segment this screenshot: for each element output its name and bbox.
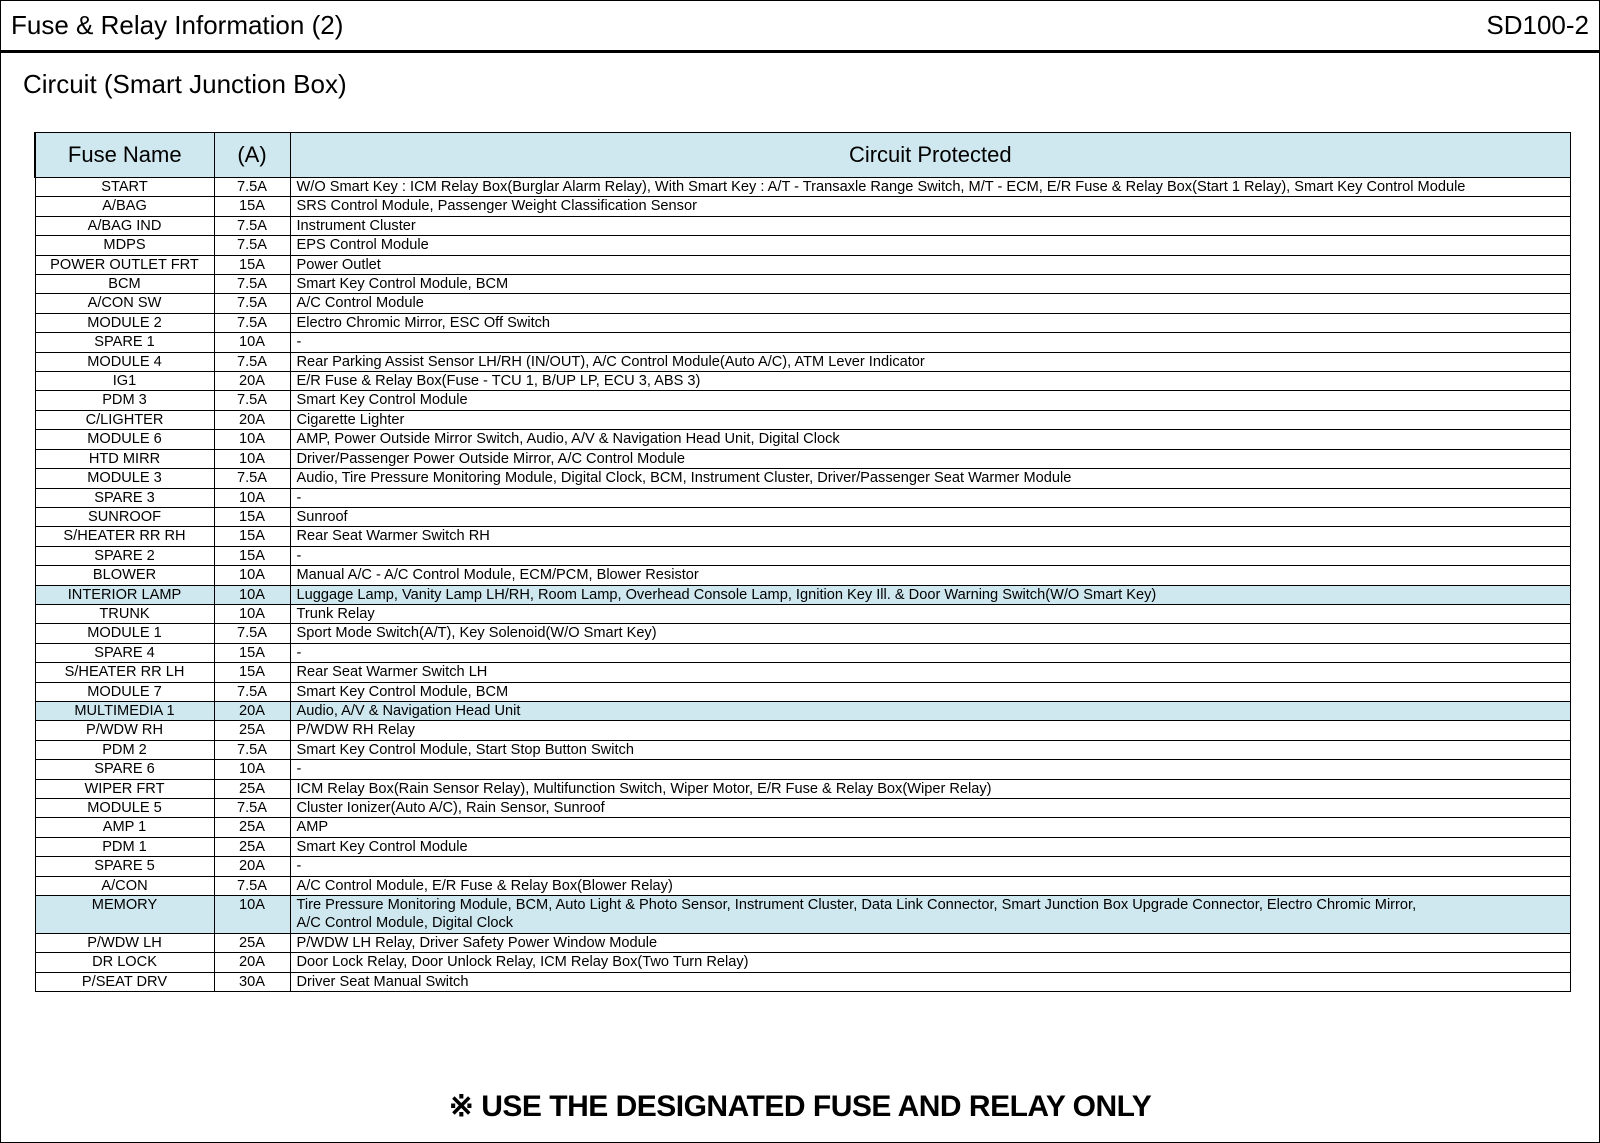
fuse-amperage-cell: 7.5A: [214, 740, 290, 759]
circuit-text: AMP, Power Outside Mirror Switch, Audio, A/V & Navigation Head Unit, Digital Clock: [296, 431, 840, 448]
circuit-text: -: [296, 761, 302, 778]
circuit-text: Driver Seat Manual Switch: [296, 973, 469, 990]
fuse-amperage-cell: 15A: [214, 255, 290, 274]
circuit-protected-cell: [290, 352, 1571, 371]
circuit-protected-cell: [290, 857, 1571, 876]
circuit-protected-cell: [290, 701, 1571, 720]
column-header-circuit-protected: Circuit Protected: [290, 133, 1571, 178]
fuse-name-cell: A/CON: [35, 876, 214, 895]
table-row: [35, 643, 1571, 662]
table-row: [35, 372, 1571, 391]
fuse-amperage-cell: 10A: [214, 488, 290, 507]
table-row: [35, 449, 1571, 468]
table-row: [35, 953, 1571, 972]
table-row: [35, 178, 1571, 197]
table-row: [35, 701, 1571, 720]
fuse-amperage-cell: 15A: [214, 663, 290, 682]
fuse-name-cell: AMP 1: [35, 818, 214, 837]
fuse-amperage-cell: 15A: [214, 546, 290, 565]
table-row: [35, 896, 1571, 934]
table-row: [35, 197, 1571, 216]
table-row: [35, 216, 1571, 235]
fuse-amperage-cell: 15A: [214, 643, 290, 662]
fuse-name-cell: HTD MIRR: [35, 449, 214, 468]
fuse-amperage-cell: 7.5A: [214, 216, 290, 235]
circuit-protected-cell: [290, 391, 1571, 410]
fuse-name-cell: C/LIGHTER: [35, 410, 214, 429]
fuse-name-cell: S/HEATER RR RH: [35, 527, 214, 546]
fuse-name-cell: BLOWER: [35, 566, 214, 585]
fuse-name-cell: PDM 1: [35, 837, 214, 856]
circuit-text: Cluster Ionizer(Auto A/C), Rain Sensor, Sunroof: [296, 800, 605, 816]
circuit-text: Smart Key Control Module, BCM: [296, 276, 509, 293]
section-title: Circuit (Smart Junction Box): [23, 69, 347, 99]
circuit-protected-cell: [290, 275, 1571, 294]
table-row: [35, 837, 1571, 856]
circuit-text: Rear Seat Warmer Switch LH: [296, 664, 488, 681]
fuse-amperage-cell: 15A: [214, 197, 290, 216]
circuit-protected-cell: [290, 779, 1571, 798]
circuit-protected-cell: [290, 837, 1571, 856]
circuit-protected-cell: [290, 760, 1571, 779]
fuse-amperage-cell: 10A: [214, 566, 290, 585]
circuit-protected-cell: [290, 682, 1571, 701]
table-row: [35, 604, 1571, 623]
fuse-amperage-cell: 20A: [214, 372, 290, 391]
circuit-text: Rear Parking Assist Sensor LH/RH (IN/OUT), A/C Control Module(Auto A/C), ATM Lever Indicator: [296, 353, 925, 370]
circuit-text: -: [296, 644, 302, 661]
circuit-protected-cell: [290, 216, 1571, 235]
fuse-name-cell: SPARE 1: [35, 333, 214, 352]
fuse-name-cell: WIPER FRT: [35, 779, 214, 798]
circuit-protected-cell: [290, 430, 1571, 449]
table-row: [35, 566, 1571, 585]
table-row: [35, 818, 1571, 837]
circuit-text: Instrument Cluster: [296, 217, 416, 234]
fuse-amperage-cell: 7.5A: [214, 313, 290, 332]
fuse-name-cell: SPARE 3: [35, 488, 214, 507]
table-row: [35, 663, 1571, 682]
fuse-amperage-cell: 30A: [214, 972, 290, 991]
circuit-protected-cell: [290, 740, 1571, 759]
table-row: [35, 469, 1571, 488]
fuse-name-cell: A/BAG IND: [35, 216, 214, 235]
fuse-amperage-cell: 7.5A: [214, 178, 290, 197]
page-code: SD100-2: [1486, 10, 1589, 40]
fuse-amperage-cell: 20A: [214, 857, 290, 876]
table-row: [35, 391, 1571, 410]
fuse-name-cell: P/SEAT DRV: [35, 972, 214, 991]
fuse-amperage-cell: 15A: [214, 527, 290, 546]
fuse-amperage-cell: 15A: [214, 507, 290, 526]
table-row: [35, 876, 1571, 895]
fuse-amperage-cell: 20A: [214, 410, 290, 429]
fuse-amperage-cell: 25A: [214, 721, 290, 740]
table-row: [35, 721, 1571, 740]
column-header-fuse-name: Fuse Name: [35, 133, 214, 178]
fuse-name-cell: MODULE 7: [35, 682, 214, 701]
table-row: [35, 740, 1571, 759]
circuit-text: Audio, A/V & Navigation Head Unit: [296, 702, 521, 719]
circuit-text: Smart Key Control Module: [296, 838, 468, 855]
fuse-amperage-cell: 7.5A: [214, 624, 290, 643]
fuse-amperage-cell: 25A: [214, 779, 290, 798]
table-row: [35, 585, 1571, 604]
circuit-text: A/C Control Module: [296, 295, 424, 312]
fuse-amperage-cell: 10A: [214, 585, 290, 604]
circuit-protected-cell: [290, 643, 1571, 662]
fuse-amperage-cell: 10A: [214, 604, 290, 623]
circuit-protected-cell: [290, 818, 1571, 837]
circuit-protected-cell: [290, 896, 1571, 934]
warning-notice: ※ USE THE DESIGNATED FUSE AND RELAY ONLY: [448, 1090, 1152, 1123]
fuse-amperage-cell: 7.5A: [214, 275, 290, 294]
circuit-protected-cell: [290, 197, 1571, 216]
table-row: [35, 933, 1571, 952]
table-row: [35, 294, 1571, 313]
circuit-text: A/C Control Module, E/R Fuse & Relay Box(Blower Relay): [296, 877, 673, 894]
circuit-text: -: [296, 547, 302, 564]
circuit-protected-cell: [290, 294, 1571, 313]
fuse-name-cell: A/BAG: [35, 197, 214, 216]
circuit-protected-cell: [290, 604, 1571, 623]
circuit-text: SRS Control Module, Passenger Weight Classification Sensor: [296, 198, 697, 215]
fuse-name-cell: A/CON SW: [35, 294, 214, 313]
table-row: [35, 410, 1571, 429]
table-row: [35, 546, 1571, 565]
circuit-protected-cell: [290, 933, 1571, 952]
circuit-text: AMP: [296, 819, 329, 836]
circuit-text: Luggage Lamp, Vanity Lamp LH/RH, Room Lamp, Overhead Console Lamp, Ignition Key Ill. & Door Warning Switch(W/O Smart Key): [296, 586, 1157, 603]
circuit-text: Tire Pressure Monitoring Module, BCM, Auto Light & Photo Sensor, Instrument Cluster, Data Link Connector, Smart Junction Box Upgrade Connector, Electro Chromic Mirror,: [296, 897, 1417, 914]
fuse-amperage-cell: 7.5A: [214, 682, 290, 701]
fuse-name-cell: IG1: [35, 372, 214, 391]
fuse-name-cell: MODULE 2: [35, 313, 214, 332]
circuit-text: Sunroof: [296, 508, 348, 525]
circuit-protected-cell: [290, 566, 1571, 585]
fuse-amperage-cell: 7.5A: [214, 352, 290, 371]
circuit-text: Smart Key Control Module, BCM: [296, 683, 509, 700]
fuse-amperage-cell: 10A: [214, 430, 290, 449]
table-row: [35, 333, 1571, 352]
fuse-amperage-cell: 7.5A: [214, 294, 290, 313]
circuit-text: Driver/Passenger Power Outside Mirror, A/C Control Module: [296, 450, 686, 467]
fuse-name-cell: MODULE 5: [35, 799, 214, 818]
fuse-amperage-cell: 7.5A: [214, 876, 290, 895]
circuit-text: ICM Relay Box(Rain Sensor Relay), Multifunction Switch, Wiper Motor, E/R Fuse & Relay Box(Wiper Relay): [296, 780, 992, 797]
fuse-amperage-cell: 7.5A: [214, 469, 290, 488]
page-header: [1, 1, 1599, 53]
circuit-text: Electro Chromic Mirror, ESC Off Switch: [296, 314, 551, 331]
fuse-name-cell: MODULE 6: [35, 430, 214, 449]
circuit-text: -: [296, 489, 302, 506]
circuit-text: Manual A/C - A/C Control Module, ECM/PCM, Blower Resistor: [296, 567, 699, 584]
fuse-name-cell: MODULE 3: [35, 469, 214, 488]
fuse-name-cell: SPARE 5: [35, 857, 214, 876]
fuse-amperage-cell: 20A: [214, 701, 290, 720]
table-row: [35, 799, 1571, 818]
circuit-text: EPS Control Module: [296, 237, 429, 254]
fuse-amperage-cell: 10A: [214, 760, 290, 779]
table-row: [35, 275, 1571, 294]
circuit-protected-cell: [290, 236, 1571, 255]
table-row: [35, 779, 1571, 798]
circuit-protected-cell: [290, 953, 1571, 972]
fuse-amperage-cell: 7.5A: [214, 799, 290, 818]
fuse-name-cell: SUNROOF: [35, 507, 214, 526]
circuit-protected-cell: [290, 624, 1571, 643]
fuse-table: [34, 132, 1571, 992]
fuse-name-cell: PDM 2: [35, 740, 214, 759]
table-row: [35, 488, 1571, 507]
fuse-amperage-cell: 20A: [214, 953, 290, 972]
table-header-row: [35, 133, 1571, 178]
circuit-protected-cell: [290, 333, 1571, 352]
circuit-protected-cell: [290, 799, 1571, 818]
circuit-text: Sport Mode Switch(A/T), Key Solenoid(W/O Smart Key): [296, 625, 657, 642]
circuit-text: Power Outlet: [296, 256, 381, 273]
table-row: [35, 236, 1571, 255]
circuit-protected-cell: [290, 663, 1571, 682]
circuit-protected-cell: [290, 527, 1571, 546]
table-row: [35, 352, 1571, 371]
fuse-name-cell: BCM: [35, 275, 214, 294]
fuse-amperage-cell: 25A: [214, 818, 290, 837]
fuse-amperage-cell: 7.5A: [214, 236, 290, 255]
circuit-text-continued: A/C Control Module, Digital Clock: [296, 915, 514, 932]
fuse-name-cell: MULTIMEDIA 1: [35, 701, 214, 720]
circuit-protected-cell: [290, 507, 1571, 526]
circuit-protected-cell: [290, 313, 1571, 332]
circuit-protected-cell: [290, 876, 1571, 895]
fuse-amperage-cell: 10A: [214, 333, 290, 352]
table-row: [35, 255, 1571, 274]
fuse-amperage-cell: 25A: [214, 933, 290, 952]
column-header-amperage: (A): [214, 133, 290, 178]
fuse-amperage-cell: 10A: [214, 896, 290, 934]
circuit-text: W/O Smart Key : ICM Relay Box(Burglar Alarm Relay), With Smart Key : A/T - Transaxle Range Switch, M/T - ECM, E/R Fuse & Relay Box(Start 1 Relay), Smart Key Control Module: [296, 179, 1466, 195]
fuse-name-cell: PDM 3: [35, 391, 214, 410]
fuse-amperage-cell: 7.5A: [214, 391, 290, 410]
circuit-protected-cell: [290, 469, 1571, 488]
table-row: [35, 857, 1571, 876]
page-title: Fuse & Relay Information (2): [11, 10, 344, 40]
circuit-text: P/WDW RH Relay: [296, 722, 415, 739]
circuit-protected-cell: [290, 488, 1571, 507]
table-row: [35, 624, 1571, 643]
fuse-name-cell: P/WDW LH: [35, 933, 214, 952]
circuit-protected-cell: [290, 178, 1571, 197]
circuit-text: -: [296, 334, 302, 351]
table-row: [35, 972, 1571, 991]
circuit-protected-cell: [290, 546, 1571, 565]
table-row: [35, 430, 1571, 449]
circuit-text: Rear Seat Warmer Switch RH: [296, 528, 490, 545]
fuse-name-cell: POWER OUTLET FRT: [35, 255, 214, 274]
circuit-text: Door Lock Relay, Door Unlock Relay, ICM Relay Box(Two Turn Relay): [296, 954, 749, 971]
fuse-name-cell: TRUNK: [35, 604, 214, 623]
fuse-name-cell: SPARE 2: [35, 546, 214, 565]
fuse-name-cell: MDPS: [35, 236, 214, 255]
fuse-name-cell: SPARE 6: [35, 760, 214, 779]
table-row: [35, 527, 1571, 546]
fuse-name-cell: SPARE 4: [35, 643, 214, 662]
circuit-text: -: [296, 858, 302, 875]
fuse-amperage-cell: 10A: [214, 449, 290, 468]
circuit-text: P/WDW LH Relay, Driver Safety Power Window Module: [296, 934, 658, 951]
circuit-protected-cell: [290, 372, 1571, 391]
fuse-name-cell: S/HEATER RR LH: [35, 663, 214, 682]
circuit-text: Cigarette Lighter: [296, 411, 405, 428]
table-row: [35, 682, 1571, 701]
fuse-name-cell: START: [35, 178, 214, 197]
fuse-name-cell: MODULE 4: [35, 352, 214, 371]
circuit-text: Smart Key Control Module, Start Stop Button Switch: [296, 741, 634, 758]
circuit-protected-cell: [290, 972, 1571, 991]
fuse-name-cell: MEMORY: [35, 896, 214, 934]
fuse-name-cell: DR LOCK: [35, 953, 214, 972]
circuit-protected-cell: [290, 449, 1571, 468]
circuit-text: Trunk Relay: [296, 605, 375, 622]
circuit-protected-cell: [290, 410, 1571, 429]
fuse-name-cell: MODULE 1: [35, 624, 214, 643]
circuit-protected-cell: [290, 255, 1571, 274]
fuse-name-cell: P/WDW RH: [35, 721, 214, 740]
circuit-text: Smart Key Control Module: [296, 392, 468, 409]
circuit-protected-cell: [290, 721, 1571, 740]
circuit-protected-cell: [290, 585, 1571, 604]
circuit-text: Audio, Tire Pressure Monitoring Module, Digital Clock, BCM, Instrument Cluster, Driver/Passenger Seat Warmer Module: [296, 470, 1072, 487]
table-row: [35, 507, 1571, 526]
table-row: [35, 313, 1571, 332]
fuse-name-cell: INTERIOR LAMP: [35, 585, 214, 604]
table-row: [35, 760, 1571, 779]
fuse-table-body: [35, 178, 1571, 992]
circuit-text: E/R Fuse & Relay Box(Fuse - TCU 1, B/UP LP, ECU 3, ABS 3): [296, 373, 701, 390]
fuse-amperage-cell: 25A: [214, 837, 290, 856]
